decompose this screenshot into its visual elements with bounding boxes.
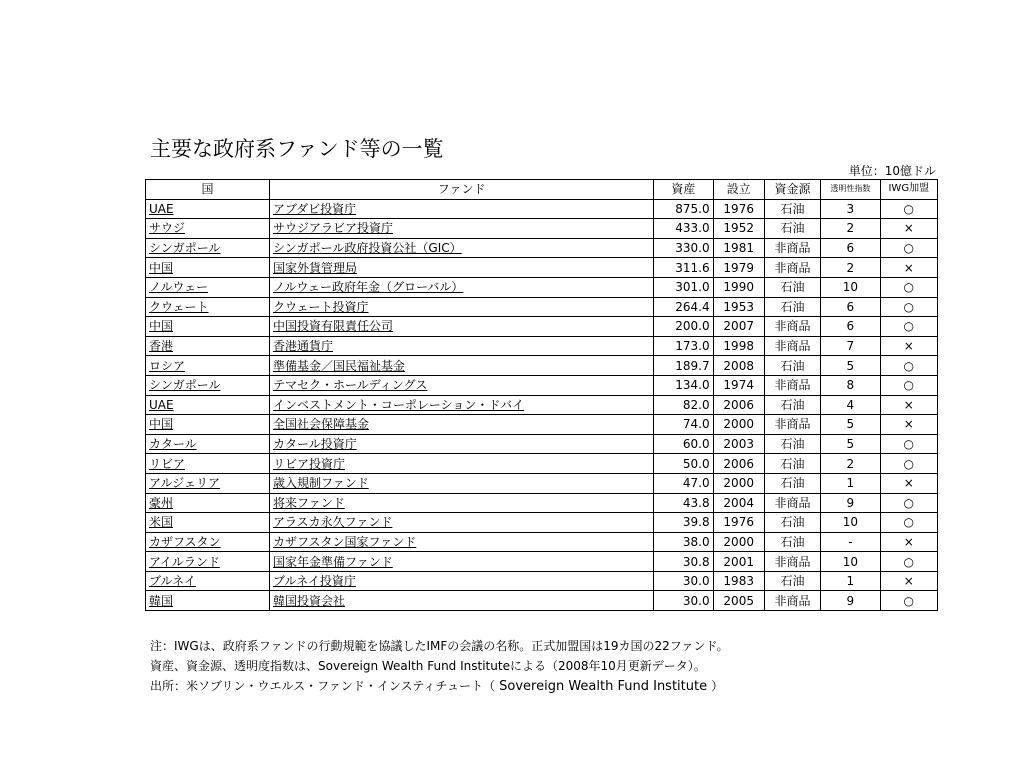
cell-established: 1976	[713, 513, 764, 533]
header-fund: ファンド	[269, 180, 653, 200]
table-body	[146, 199, 938, 610]
source-name: Sovereign Wealth Fund Institute	[495, 679, 712, 694]
cell-iwg: ○	[880, 199, 937, 219]
cell-assets: 134.0	[654, 375, 713, 395]
cell-source: 石油	[764, 473, 820, 493]
cell-source: 石油	[764, 219, 820, 239]
cell-established: 2000	[713, 415, 764, 435]
cell-source: 石油	[764, 532, 820, 552]
table-row	[146, 513, 938, 533]
cell-iwg: ×	[880, 415, 937, 435]
cell-fund: アラスカ永久ファンド	[269, 513, 653, 533]
cell-country: シンガポール	[146, 238, 270, 258]
cell-source: 石油	[764, 297, 820, 317]
cell-transparency: 5	[821, 356, 880, 376]
cell-assets: 200.0	[654, 317, 713, 337]
cell-source: 非商品	[764, 591, 820, 611]
note-line-2: 資産、資金源、透明度指数は、Sovereign Wealth Fund Instituteによる（2008年10月更新データ）。	[150, 659, 706, 673]
cell-iwg: ○	[880, 513, 937, 533]
cell-source: 石油	[764, 277, 820, 297]
cell-iwg: ○	[880, 552, 937, 572]
cell-established: 1952	[713, 219, 764, 239]
cell-country: アイルランド	[146, 552, 270, 572]
cell-fund: 中国投資有限責任公司	[269, 317, 653, 337]
cell-assets: 311.6	[654, 258, 713, 278]
cell-fund: サウジアラビア投資庁	[269, 219, 653, 239]
cell-source: 非商品	[764, 238, 820, 258]
cell-iwg: ×	[880, 571, 937, 591]
cell-country: カザフスタン	[146, 532, 270, 552]
cell-source: 非商品	[764, 336, 820, 356]
cell-assets: 60.0	[654, 434, 713, 454]
cell-iwg: ○	[880, 317, 937, 337]
cell-transparency: 3	[821, 199, 880, 219]
source-suffix: ）	[711, 679, 724, 693]
table-row	[146, 415, 938, 435]
cell-established: 1983	[713, 571, 764, 591]
cell-fund: カザフスタン国家ファンド	[269, 532, 653, 552]
cell-country: UAE	[146, 199, 270, 219]
cell-iwg: ×	[880, 473, 937, 493]
cell-transparency: 1	[821, 571, 880, 591]
cell-transparency: 6	[821, 238, 880, 258]
cell-transparency: 10	[821, 277, 880, 297]
cell-country: リビア	[146, 454, 270, 474]
header-source: 資金源	[764, 180, 820, 200]
cell-country: シンガポール	[146, 375, 270, 395]
cell-assets: 74.0	[654, 415, 713, 435]
cell-established: 1976	[713, 199, 764, 219]
cell-assets: 30.0	[654, 591, 713, 611]
cell-country: 米国	[146, 513, 270, 533]
cell-transparency: 10	[821, 513, 880, 533]
cell-assets: 50.0	[654, 454, 713, 474]
cell-country: ロシア	[146, 356, 270, 376]
cell-fund: ブルネイ投資庁	[269, 571, 653, 591]
cell-country: クウェート	[146, 297, 270, 317]
cell-established: 2008	[713, 356, 764, 376]
table-row	[146, 297, 938, 317]
cell-country: 中国	[146, 258, 270, 278]
cell-country: 中国	[146, 415, 270, 435]
cell-country: ブルネイ	[146, 571, 270, 591]
cell-established: 1990	[713, 277, 764, 297]
note-line-1: 注：IWGは、政府系ファンドの行動規範を協議したIMFの会議の名称。正式加盟国は19カ国の22ファンド。	[150, 639, 729, 653]
table-row	[146, 258, 938, 278]
cell-established: 2003	[713, 434, 764, 454]
cell-source: 石油	[764, 356, 820, 376]
cell-iwg: ×	[880, 258, 937, 278]
cell-source: 石油	[764, 513, 820, 533]
table-row	[146, 336, 938, 356]
header-country: 国	[146, 180, 270, 200]
cell-source: 石油	[764, 434, 820, 454]
note-line-3	[150, 676, 728, 697]
cell-transparency: 8	[821, 375, 880, 395]
cell-iwg: ○	[880, 277, 937, 297]
cell-transparency: 1	[821, 473, 880, 493]
cell-transparency: 6	[821, 297, 880, 317]
table-header-row	[146, 180, 938, 200]
cell-established: 1981	[713, 238, 764, 258]
cell-source: 非商品	[764, 258, 820, 278]
cell-assets: 38.0	[654, 532, 713, 552]
table-row	[146, 219, 938, 239]
cell-fund: 将来ファンド	[269, 493, 653, 513]
cell-source: 石油	[764, 395, 820, 415]
cell-established: 1953	[713, 297, 764, 317]
cell-assets: 43.8	[654, 493, 713, 513]
cell-assets: 82.0	[654, 395, 713, 415]
cell-established: 2007	[713, 317, 764, 337]
cell-country: UAE	[146, 395, 270, 415]
header-assets: 資産	[654, 180, 713, 200]
cell-country: 香港	[146, 336, 270, 356]
cell-transparency: 6	[821, 317, 880, 337]
cell-transparency: 5	[821, 415, 880, 435]
cell-assets: 301.0	[654, 277, 713, 297]
cell-assets: 30.8	[654, 552, 713, 572]
cell-transparency: 5	[821, 434, 880, 454]
cell-iwg: ○	[880, 493, 937, 513]
cell-transparency: -	[821, 532, 880, 552]
cell-established: 1979	[713, 258, 764, 278]
cell-source: 石油	[764, 571, 820, 591]
cell-transparency: 2	[821, 454, 880, 474]
table-row	[146, 395, 938, 415]
cell-transparency: 7	[821, 336, 880, 356]
cell-fund: クウェート投資庁	[269, 297, 653, 317]
cell-assets: 875.0	[654, 199, 713, 219]
cell-fund: インベストメント・コーポレーション・ドバイ	[269, 395, 653, 415]
cell-fund: ノルウェー政府年金（グローバル）	[269, 277, 653, 297]
cell-fund: 香港通貨庁	[269, 336, 653, 356]
cell-iwg: ○	[880, 591, 937, 611]
fund-table	[145, 179, 938, 611]
cell-country: サウジ	[146, 219, 270, 239]
cell-assets: 30.0	[654, 571, 713, 591]
cell-assets: 47.0	[654, 473, 713, 493]
cell-transparency: 9	[821, 493, 880, 513]
cell-established: 2006	[713, 395, 764, 415]
cell-transparency: 2	[821, 258, 880, 278]
cell-fund: リビア投資庁	[269, 454, 653, 474]
cell-assets: 189.7	[654, 356, 713, 376]
header-transparency: 透明性指数	[821, 180, 880, 200]
cell-source: 非商品	[764, 375, 820, 395]
cell-fund: アブダビ投資庁	[269, 199, 653, 219]
cell-established: 2006	[713, 454, 764, 474]
cell-iwg: ×	[880, 532, 937, 552]
table-row	[146, 375, 938, 395]
table-row	[146, 532, 938, 552]
table-row	[146, 317, 938, 337]
cell-iwg: ○	[880, 297, 937, 317]
header-established: 設立	[713, 180, 764, 200]
cell-transparency: 9	[821, 591, 880, 611]
header-iwg: IWG加盟	[880, 180, 937, 200]
cell-fund: 国家年金準備ファンド	[269, 552, 653, 572]
cell-source: 非商品	[764, 415, 820, 435]
cell-iwg: ×	[880, 336, 937, 356]
cell-source: 石油	[764, 454, 820, 474]
cell-iwg: ○	[880, 238, 937, 258]
cell-assets: 39.8	[654, 513, 713, 533]
cell-source: 非商品	[764, 317, 820, 337]
cell-iwg: ○	[880, 454, 937, 474]
table-row	[146, 434, 938, 454]
unit-label: 単位：10億ドル	[848, 164, 936, 178]
table-row	[146, 571, 938, 591]
table-row	[146, 552, 938, 572]
cell-transparency: 4	[821, 395, 880, 415]
cell-established: 2005	[713, 591, 764, 611]
cell-established: 2001	[713, 552, 764, 572]
cell-country: ノルウェー	[146, 277, 270, 297]
cell-country: アルジェリア	[146, 473, 270, 493]
cell-fund: カタール投資庁	[269, 434, 653, 454]
cell-iwg: ○	[880, 375, 937, 395]
cell-fund: 歳入規制ファンド	[269, 473, 653, 493]
cell-assets: 330.0	[654, 238, 713, 258]
cell-established: 1974	[713, 375, 764, 395]
table-row	[146, 238, 938, 258]
table-row	[146, 356, 938, 376]
source-prefix: 出所：米ソブリン・ウエルス・ファンド・インスティチュート（	[150, 679, 496, 693]
cell-fund: テマセク・ホールディングス	[269, 375, 653, 395]
cell-assets: 264.4	[654, 297, 713, 317]
cell-established: 2000	[713, 473, 764, 493]
page-title: 主要な政府系ファンド等の一覧	[150, 137, 444, 161]
cell-transparency: 2	[821, 219, 880, 239]
cell-country: 中国	[146, 317, 270, 337]
cell-iwg: ○	[880, 434, 937, 454]
table-row	[146, 454, 938, 474]
table-row	[146, 493, 938, 513]
cell-country: 豪州	[146, 493, 270, 513]
cell-established: 2000	[713, 532, 764, 552]
cell-source: 非商品	[764, 552, 820, 572]
table-row	[146, 473, 938, 493]
cell-fund: シンガポール政府投資公社（GIC）	[269, 238, 653, 258]
cell-fund: 韓国投資会社	[269, 591, 653, 611]
table-row	[146, 199, 938, 219]
cell-country: 韓国	[146, 591, 270, 611]
cell-transparency: 10	[821, 552, 880, 572]
table-row	[146, 591, 938, 611]
cell-iwg: ×	[880, 219, 937, 239]
cell-established: 2004	[713, 493, 764, 513]
cell-source: 非商品	[764, 493, 820, 513]
cell-fund: 準備基金／国民福祉基金	[269, 356, 653, 376]
cell-assets: 433.0	[654, 219, 713, 239]
cell-established: 1998	[713, 336, 764, 356]
cell-iwg: ○	[880, 356, 937, 376]
cell-country: カタール	[146, 434, 270, 454]
cell-source: 石油	[764, 199, 820, 219]
cell-fund: 全国社会保障基金	[269, 415, 653, 435]
notes	[150, 636, 728, 697]
cell-assets: 173.0	[654, 336, 713, 356]
cell-iwg: ×	[880, 395, 937, 415]
table-row	[146, 277, 938, 297]
cell-fund: 国家外貨管理局	[269, 258, 653, 278]
